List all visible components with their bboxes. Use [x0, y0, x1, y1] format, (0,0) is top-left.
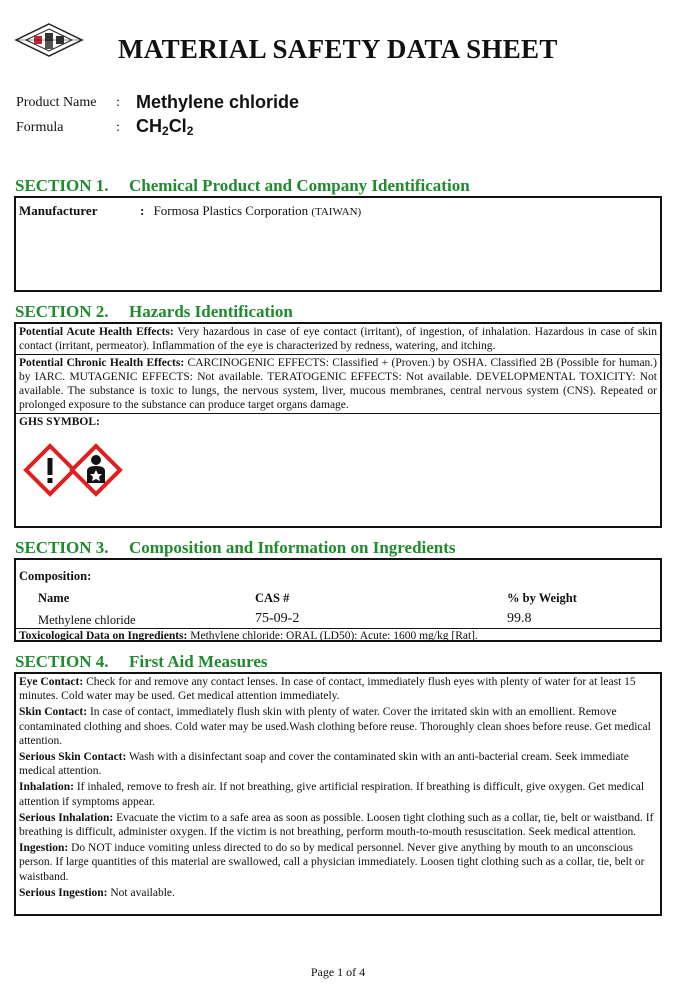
health-hazard-pictogram-icon	[69, 443, 123, 497]
first-aid-eye-contact: Eye Contact: Check for and remove any contact lenses. In case of contact, immediately flush eyes with plenty of water for at least 15 minutes. Cold water may be used. Get medical attention immediately.	[19, 676, 636, 703]
ghs-symbol-row	[16, 414, 660, 504]
section-1-box: Manufacturer : Formosa Plastics Corporation (TAIWAN)	[14, 196, 662, 292]
formula-row: Formula : $CH_2Cl_2$	[16, 116, 194, 138]
formula-label: Formula	[16, 120, 64, 135]
chronic-effects-row: Potential Chronic Health Effects: CARCINOGENIC EFFECTS: Classified + (Proven.) by OSHA. Classified 2B (Possible for human.) by IARC. MUTAGENIC EFFECTS: Not available. TERATOGENIC EFFECTS: Not available. DEVELOPMENTAL TOXICITY: Not available. The substance is toxic to lungs, the nervous system, liver, mucous membranes, central nervous system (CNS). Repeated or prolonged exposure to the substance can produce target organs damage.	[16, 355, 660, 414]
section-1-heading: SECTION 1. Chemical Product and Company Identification	[15, 176, 470, 195]
first-aid-serious-ingestion: Serious Ingestion: Not available.	[19, 886, 175, 899]
product-name-row: Product Name : Methylene chloride	[16, 92, 300, 112]
section-2-heading: SECTION 2. Hazards Identification	[15, 302, 293, 321]
manufacturer-label: Manufacturer	[19, 203, 98, 218]
first-aid-ingestion: Ingestion: Do NOT induce vomiting unless directed to do so by medical personnel. Never give anything by mouth to an unconscious person. If large quantities of this material are swallowed, call a physician immediately. Loosen tight clothing such as a collar, tie, belt or waistband.	[19, 842, 645, 883]
company-logo	[14, 22, 84, 58]
first-aid-serious-skin-contact: Serious Skin Contact: Wash with a disinfectant soap and cover the contaminated skin with an anti-bacterial cream. Seek immediate medical attention.	[19, 751, 629, 778]
first-aid-skin-contact: Skin Contact: In case of contact, immediately flush skin with plenty of water. Cover the irritated skin with an emollient. Remove contaminated clothing and shoes. Cold water may be used.Wash clothing before reuse. Thoroughly clean shoes before reuse. Get medical attention.	[19, 706, 651, 747]
toxicological-data-row: Toxicological Data on Ingredients: Methylene chloride: ORAL (LD50): Acute: 1600 mg/kg [Rat].	[16, 628, 660, 643]
document-title: MATERIAL SAFETY DATA SHEET	[118, 34, 558, 64]
composition-label: Composition:	[19, 569, 92, 583]
section-4-heading: SECTION 4. First Aid Measures	[15, 652, 268, 671]
ghs-label: GHS SYMBOL:	[19, 416, 100, 428]
acute-effects-row: Potential Acute Health Effects: Very hazardous in case of eye contact (irritant), of ingestion, of inhalation. Hazardous in case of skin contact (irritant, permeator). Inflammation of the eye is characterized by redness, watering, and itching.	[16, 324, 660, 355]
product-name-label: Product Name	[16, 95, 97, 110]
manufacturer-country: (TAIWAN)	[311, 206, 362, 218]
page-number: Page 1 of 4	[310, 965, 366, 979]
product-name-value: Methylene chloride	[136, 92, 300, 112]
first-aid-serious-inhalation: Serious Inhalation: Evacuate the victim to a safe area as soon as possible. Loosen tight clothing such as a collar, tie, belt or waistband. If breathing is difficult, administer oxygen. If the victim is not breathing, perform mouth-to-mouth resuscitation. Seek medical attention.	[19, 811, 654, 839]
first-aid-inhalation: Inhalation: If inhaled, remove to fresh air. If not breathing, give artificial respiration. If breathing is difficult, give oxygen. Get medical attention if symptoms appear.	[19, 781, 645, 808]
section-4-box	[14, 672, 662, 916]
manufacturer-value: Formosa Plastics Corporation	[153, 203, 309, 218]
section-3-box: Composition: Name CAS # % by Weight Methylene chloride 75-09-2 99.8 Toxicological Data on Ingredients: Methylene chloride: ORAL (LD50): Acute: 1600 mg/kg [Rat].	[14, 558, 662, 642]
section-2-box	[14, 322, 662, 528]
formula-value: $CH_2Cl_2$	[136, 116, 194, 138]
section-3-heading: SECTION 3. Composition and Information on Ingredients	[15, 538, 456, 557]
